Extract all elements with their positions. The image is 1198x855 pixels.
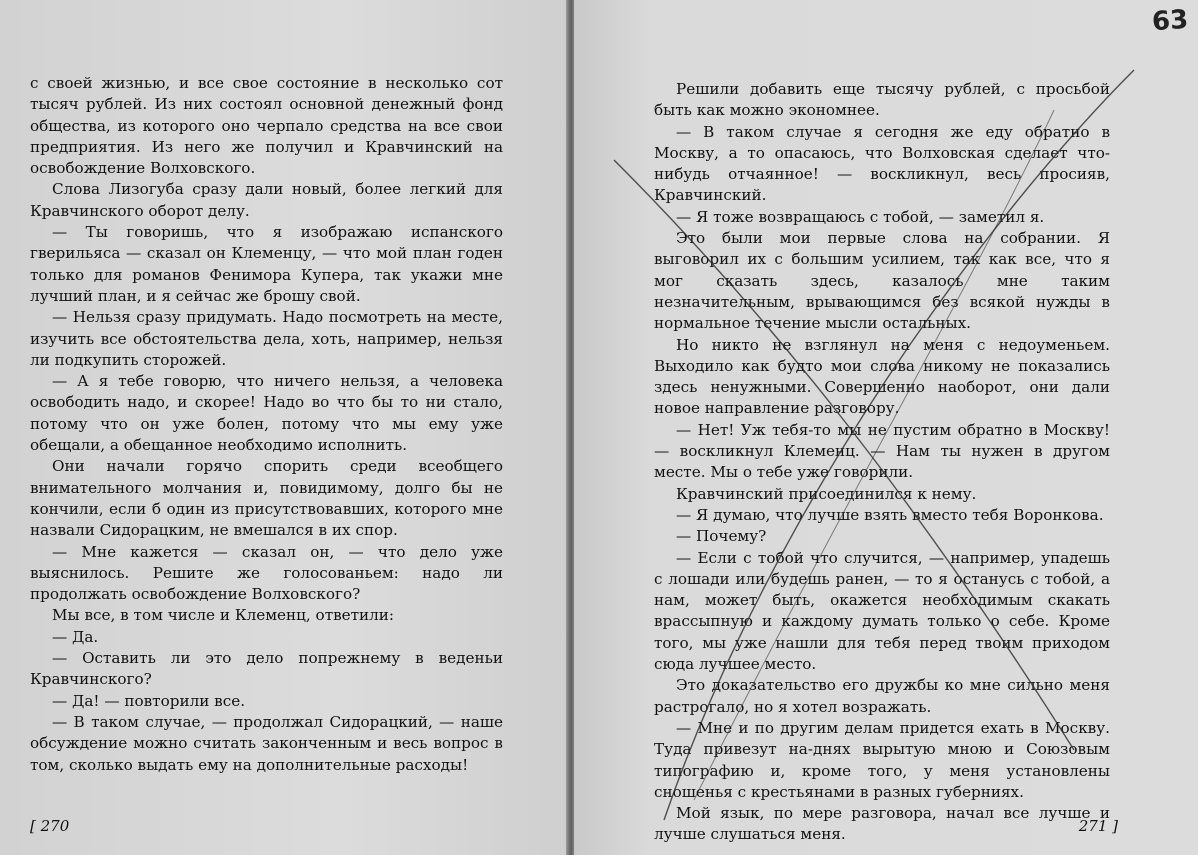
left-page-text: [30, 73, 503, 776]
paragraph: — Ты говоришь, что я изображаю испанского гверильяса — сказал он Клеменцу, — что мой план годен только для романов Фенимора Купера, так укажи мне лучший план, и я сейчас же брошу свой.: [30, 223, 503, 305]
left-page: [0, 0, 568, 855]
paragraph: с своей жизнью, и все свое состояние в несколько сот тысяч рублей. Из них состоял основной денежный фонд общества, из которого оно черпало средства на все свои предприятия. Из него же получил и Кравчинский на освобождение Волховского.: [30, 74, 503, 178]
paragraph: — Мне кажется — сказал он, — что дело уже выяснилось. Решите же голосованьем: надо ли продолжать освобождение Волховского?: [30, 542, 503, 604]
paragraph: — Нельзя сразу придумать. Надо посмотреть на месте, изучить все обстоятельства дела, хоть, например, нельзя ли подкупить сторожей.: [30, 308, 503, 369]
right-page-text: [654, 79, 1110, 846]
paragraph: — А я тебе говорю, что ничего нельзя, а человека освободить надо, и скорее! Надо во что бы то ни стало, потому что он уже болен, потому что мы ему уже обещали, а обещанное необходимо исполнить.: [30, 372, 503, 455]
paragraph: — Почему?: [676, 527, 767, 546]
paragraph: Но никто не взглянул на меня с недоуменьем. Выходило как будто мои слова никому не показались здесь ненужными. Совершенно наоборот, они дали новое направление разговору.: [654, 335, 1110, 418]
paragraph: Они начали горячо спорить среди всеобщего внимательного молчания и, повидимому, долго бы не кончили, если б один из присутствовавших, которого мне назвали Сидорацким, не вмешался в их спор.: [30, 457, 503, 540]
paragraph: — Если с тобой что случится, — например, упадешь с лошади или будешь ранен, — то я останусь с тобой, а нам, может быть, окажется необходимым скакать врассыпную и каждому думать только о себе. Кроме того, мы уже нашли для тебя перед твоим приходом сюда лучшее место.: [654, 548, 1110, 674]
page-number-right: 271 ]: [1078, 817, 1118, 835]
paragraph: — Да.: [52, 627, 99, 646]
paragraph: — В таком случае я сегодня же еду обратно в Москву, а то опасаюсь, что Волховская сделает что-нибудь отчаянное! — воскликнул, весь просияв, Кравчинский.: [654, 122, 1110, 205]
paragraph: Мы все, в том числе и Клеменц, ответили:: [52, 606, 395, 625]
paragraph: Это доказательство его дружбы ко мне сильно меня растрогало, но я хотел возражать.: [654, 676, 1110, 716]
paragraph: Это были мои первые слова на собрании. Я выговорил их с большим усилием, так как все, что я мог сказать здесь, казалось мне таким незначительным, врывающимся без всякой нужды в нормальное течение мысли остальных.: [654, 229, 1110, 333]
paragraph: — Я думаю, что лучше взять вместо тебя Воронкова.: [676, 505, 1104, 524]
handwritten-page-number: 63: [1150, 4, 1190, 38]
paragraph: — Нет! Уж тебя-то мы не пустим обратно в Москву! — воскликнул Клеменц. — Нам ты нужен в другом месте. Мы о тебе уже говорили.: [654, 420, 1110, 482]
page-number-left: [ 270: [30, 817, 70, 835]
paragraph: Мой язык, по мере разговора, начал все лучше и лучше слушаться меня.: [654, 804, 1110, 844]
paragraph: Слова Лизогуба сразу дали новый, более легкий для Кравчинского оборот делу.: [30, 180, 503, 220]
paragraph: Кравчинский присоединился к нему.: [676, 484, 977, 503]
paragraph: Решили добавить еще тысячу рублей, с просьбой быть как можно экономнее.: [654, 80, 1110, 120]
paragraph: — Оставить ли это дело попрежнему в веденьи Кравчинского?: [30, 649, 503, 689]
paragraph: — Да! — повторили все.: [52, 691, 246, 710]
paragraph: — Я тоже возвращаюсь с тобой, — заметил я.: [676, 207, 1045, 226]
paragraph: — В таком случае, — продолжал Сидорацкий, — наше обсуждение можно считать законченным и весь вопрос в том, сколько выдать ему на дополнительные расходы!: [30, 712, 503, 774]
right-page: [574, 0, 1198, 855]
paragraph: — Мне и по другим делам придется ехать в Москву. Туда привезут на-днях вырытую мною и Союзовым типографию и, кроме того, у меня установлены сношенья с крестьянами в разных губерниях.: [654, 718, 1110, 801]
